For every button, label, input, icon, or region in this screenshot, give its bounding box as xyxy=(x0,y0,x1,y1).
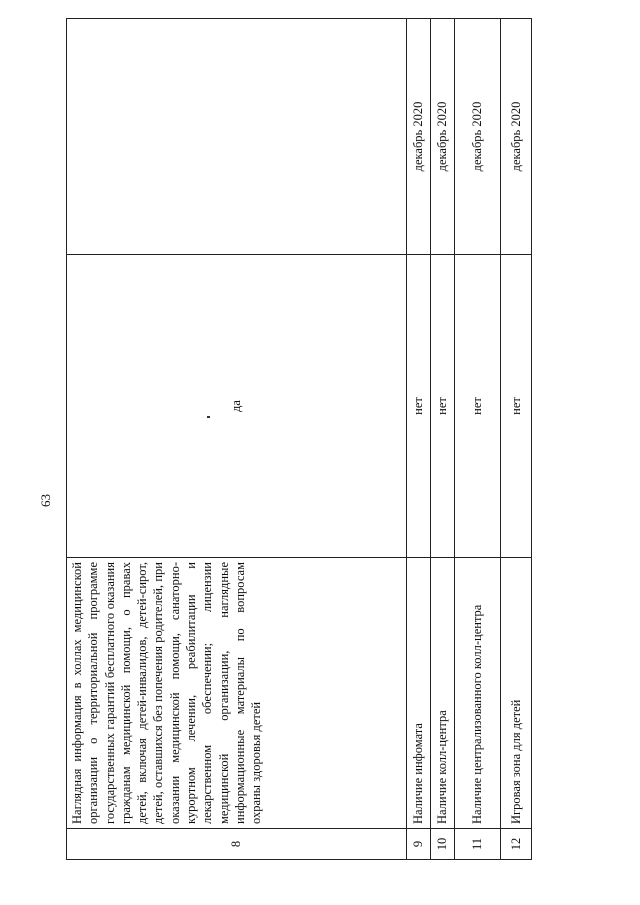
row-value: нет xyxy=(431,255,455,558)
requirements-table xyxy=(66,18,532,860)
row-value: нет xyxy=(501,255,532,558)
row-deadline: декабрь 2020 xyxy=(407,19,431,255)
row-value: нет xyxy=(407,255,431,558)
row-deadline: декабрь 2020 xyxy=(455,19,501,255)
row-value: да xyxy=(67,255,407,558)
row-deadline: декабрь 2020 xyxy=(431,19,455,255)
table-row xyxy=(67,19,407,860)
row-value: нет xyxy=(455,255,501,558)
table-row xyxy=(431,19,455,860)
row-number: 11 xyxy=(455,829,501,860)
row-name: Наличие колл-центра xyxy=(431,558,455,829)
row-name: Игровая зона для детей xyxy=(501,558,532,829)
table-row xyxy=(455,19,501,860)
row-deadline xyxy=(67,19,407,255)
row-number: 10 xyxy=(431,829,455,860)
row-name: Наличие централизованного колл-центра xyxy=(455,558,501,829)
row-deadline: декабрь 2020 xyxy=(501,19,532,255)
table-row xyxy=(501,19,532,860)
row-name: Наличие инфомата xyxy=(407,558,431,829)
row-number: 8 xyxy=(67,829,407,860)
table-row xyxy=(407,19,431,860)
row-number: 9 xyxy=(407,829,431,860)
row-name: Наглядная информация в холлах медицинской организации о территориальной программе государственных гарантий бесплатного оказания гражданам медицинской помощи, о правах детей, включая детей-инвалидов, детей-сирот, детей, оставшихся без попечения родителей, при оказании медицинской помощи, санаторно-курортном лечении, реабилитации и лекарственном обеспечении; лицензии медицинской организации, наглядные информационные материалы по вопросам охраны здоровья детей xyxy=(67,558,407,829)
page-number: 63 xyxy=(38,494,53,507)
row-number: 12 xyxy=(501,829,532,860)
